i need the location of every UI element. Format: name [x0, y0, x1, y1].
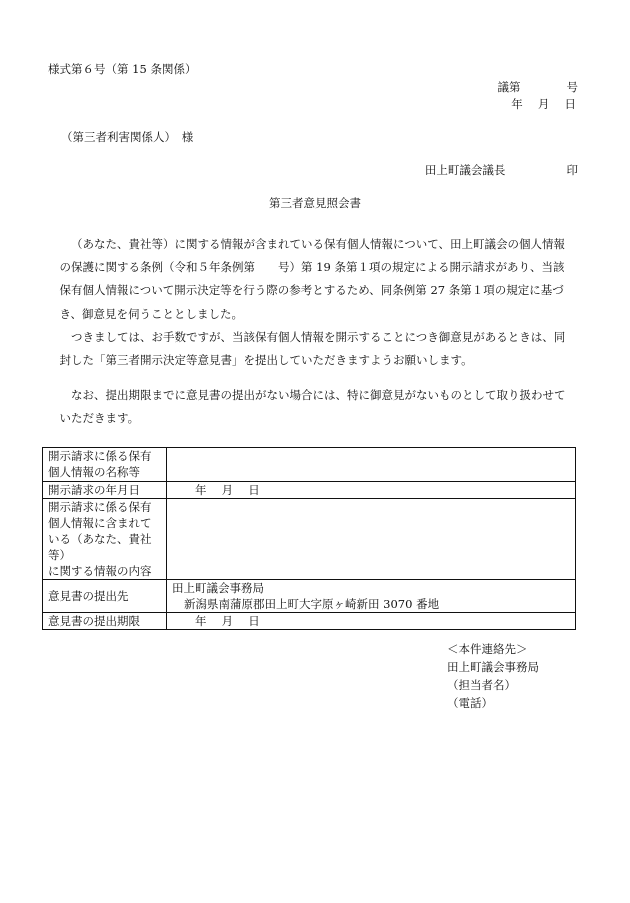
table-row	[43, 580, 576, 613]
contact-block	[447, 640, 539, 712]
body-line: き、御意見を伺うこととしました。	[59, 306, 244, 321]
table-row	[43, 482, 576, 499]
body-line: （あなた、貴社等）に関する情報が含まれている保有個人情報について、田上町議会の個人情報	[71, 237, 566, 251]
issue-date: 年 月 日	[511, 97, 576, 111]
table-row	[43, 448, 576, 482]
request-date-value: 年 月 日	[167, 482, 576, 499]
form-number: 様式第６号（第 15 条関係）	[48, 62, 197, 76]
table-label: 意見書の提出期限	[43, 613, 167, 630]
table-row	[43, 499, 576, 580]
sender-line: 田上町議会議長 印	[424, 163, 578, 177]
request-info-table	[42, 447, 576, 630]
body-line: の保護に関する条例（令和５年条例第 号）第 19 条第１項の規定による開示請求があり、当該	[59, 260, 565, 275]
body-line: 封した「第三者開示決定等意見書」を提出していただきますようお願いします。	[59, 353, 473, 368]
contact-phone: （電話）	[447, 696, 493, 710]
body-paragraph-1	[48, 233, 580, 326]
body-paragraph-2	[48, 326, 580, 372]
body-line: つきましては、お手数ですが、当該保有個人情報を開示することにつき御意見があるときは、同	[71, 330, 566, 344]
related-info-content-value	[167, 499, 576, 580]
contact-person: （担当者名）	[447, 678, 516, 692]
contact-heading: ＜本件連絡先＞	[447, 642, 528, 656]
target-info-name-value	[167, 448, 576, 482]
body-line: 保有個人情報について開示決定等を行う際の参考とするため、同条例第 27 条第１項の規定に基づ	[59, 283, 564, 298]
table-label: 意見書の提出先	[43, 580, 167, 613]
document-number: 議第 号	[497, 80, 578, 94]
submission-deadline-value: 年 月 日	[167, 613, 576, 630]
table-label: 開示請求に係る保有 個人情報に含まれて いる（あなた、貴社 等） に関する情報の内容	[43, 499, 167, 580]
contact-office: 田上町議会事務局	[447, 660, 539, 674]
body-paragraph-3	[48, 384, 580, 430]
submission-destination-value: 田上町議会事務局 新潟県南蒲原郡田上町大字原ヶ崎新田 3070 番地	[167, 580, 576, 613]
body-line: いただきます。	[59, 411, 140, 426]
table-label: 開示請求の年月日	[43, 482, 167, 499]
document-title: 第三者意見照会書	[269, 196, 361, 210]
body-line: なお、提出期限までに意見書の提出がない場合には、特に御意見がないものとして取り扱わせて	[71, 388, 566, 402]
table-label: 開示請求に係る保有 個人情報の名称等	[43, 448, 167, 482]
recipient-line: （第三者利害関係人） 様	[61, 130, 194, 144]
table-row	[43, 613, 576, 630]
